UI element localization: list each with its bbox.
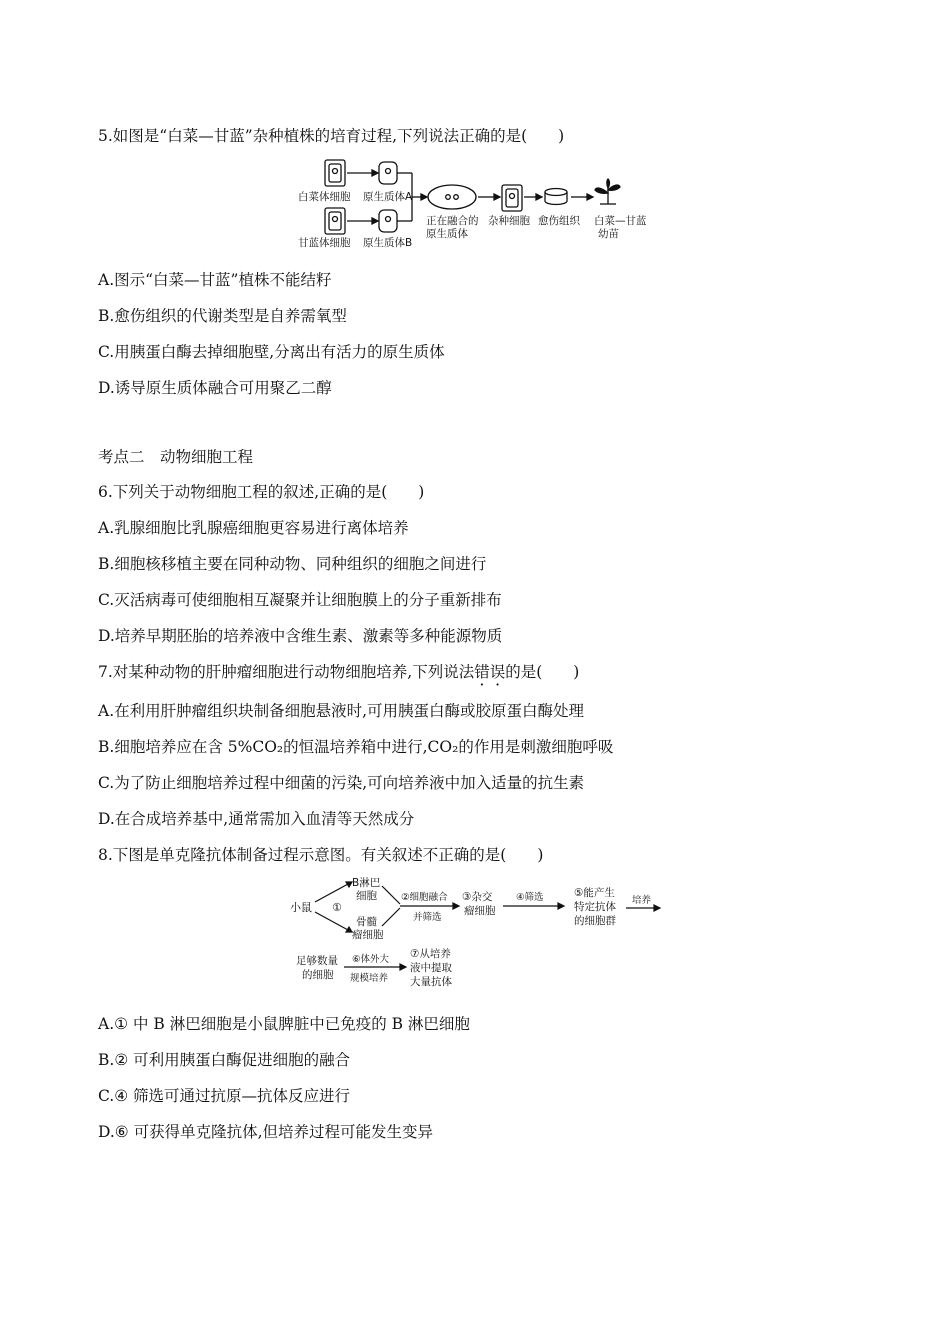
label-step5-2: 特定抗体 — [574, 901, 616, 913]
q6-stem: 6.下列关于动物细胞工程的叙述,正确的是( ) — [98, 483, 425, 501]
q5-option-a: A.图示“白菜—甘蓝”植株不能结籽 — [98, 271, 332, 289]
label-step5-3: 的细胞群 — [574, 915, 616, 927]
label-step3-1: ③杂交 — [462, 891, 493, 903]
label-kale-cell: 甘蓝体细胞 — [298, 237, 351, 248]
label-myeloma-1: 骨髓 — [356, 916, 377, 928]
label-enough-2: 的细胞 — [302, 969, 334, 981]
q7-stem-emphasis-1: 错 — [474, 663, 490, 681]
label-b-cell-2: 细胞 — [356, 890, 377, 902]
label-step7-3: 大量抗体 — [410, 976, 452, 988]
label-fusing-1: 正在融合的 — [426, 215, 479, 227]
label-step2-2: 并筛选 — [413, 912, 442, 923]
label-protoplast-a: 原生质体A — [363, 191, 413, 203]
q7-stem — [98, 662, 579, 682]
label-step4: ④筛选 — [516, 892, 544, 903]
q8-stem: 8.下图是单克隆抗体制备过程示意图。有关叙述不正确的是( ) — [98, 846, 544, 864]
section-heading: 考点二 动物细胞工程 — [98, 448, 254, 466]
q8-option-c: C.④ 筛选可通过抗原—抗体反应进行 — [98, 1087, 351, 1105]
label-step3-2: 瘤细胞 — [464, 905, 496, 917]
q7-option-c: C.为了防止细胞培养过程中细菌的污染,可向培养液中加入适量的抗生素 — [98, 774, 585, 792]
q5-stem: 5.如图是“白菜—甘蓝”杂种植株的培育过程,下列说法正确的是( ) — [98, 127, 565, 145]
q6-option-a: A.乳腺细胞比乳腺癌细胞更容易进行离体培养 — [98, 519, 409, 537]
q8-option-a: A.① 中 B 淋巴细胞是小鼠脾脏中已免疫的 B 淋巴细胞 — [98, 1015, 470, 1033]
q6-option-b: B.细胞核移植主要在同种动物、同种组织的细胞之间进行 — [98, 555, 487, 573]
q7-stem-emphasis-2: 误 — [489, 663, 506, 681]
q7-stem-pre: 7.对某种动物的肝肿瘤细胞进行动物细胞培养,下列说法 — [98, 663, 475, 681]
q5-option-b: B.愈伤组织的代谢类型是自养需氧型 — [98, 307, 347, 325]
label-hybrid-cell: 杂种细胞 — [488, 215, 530, 227]
label-seedling-2: 幼苗 — [598, 228, 619, 240]
label-b-cell-1: B淋巴 — [352, 877, 381, 889]
label-mouse: 小鼠 — [290, 901, 312, 914]
label-culture: 培养 — [632, 895, 652, 906]
q5-option-d: D.诱导原生质体融合可用聚乙二醇 — [98, 379, 332, 397]
q7-option-a: A.在利用肝肿瘤组织块制备细胞悬液时,可用胰蛋白酶或胶原蛋白酶处理 — [98, 702, 585, 720]
label-enough-1: 足够数量 — [296, 955, 338, 967]
seedling-icon — [595, 179, 620, 204]
hybrid-plant-diagram — [290, 156, 670, 248]
label-protoplast-b: 原生质体B — [363, 237, 413, 248]
q7-stem-post: 的是( ) — [505, 663, 580, 681]
label-myeloma-2: 瘤细胞 — [352, 929, 384, 941]
label-step6-2: 规模培养 — [350, 973, 389, 984]
label-seedling-1: 白菜—甘蓝 — [594, 215, 647, 227]
label-cabbage-cell: 白菜体细胞 — [298, 191, 351, 203]
q6-option-d: D.培养早期胚胎的培养液中含维生素、激素等多种能源物质 — [98, 627, 503, 645]
q5-option-c: C.用胰蛋白酶去掉细胞壁,分离出有活力的原生质体 — [98, 343, 445, 361]
q7-option-d: D.在合成培养基中,通常需加入血清等天然成分 — [98, 810, 415, 828]
label-step6-1: ⑥体外大 — [352, 954, 390, 965]
q7-option-b: B.细胞培养应在含 5%CO₂的恒温培养箱中进行,CO₂的作用是刺激细胞呼吸 — [98, 738, 614, 756]
label-step7-1: ⑦从培养 — [410, 948, 451, 960]
label-step7-2: 液中提取 — [410, 962, 452, 974]
monoclonal-antibody-diagram — [288, 874, 668, 996]
label-fusing-2: 原生质体 — [426, 228, 468, 240]
callus-shape — [545, 189, 567, 196]
fusing-protoplast-shape — [428, 185, 476, 209]
q8-option-d: D.⑥ 可获得单克隆抗体,但培养过程可能发生变异 — [98, 1123, 434, 1141]
label-callus: 愈伤组织 — [538, 215, 580, 227]
label-step5-1: ⑤能产生 — [574, 887, 615, 899]
q8-option-b: B.② 可利用胰蛋白酶促进细胞的融合 — [98, 1051, 351, 1069]
label-step1: ① — [332, 901, 342, 914]
label-step2-1: ②细胞融合 — [401, 892, 448, 903]
q6-option-c: C.灭活病毒可使细胞相互凝聚并让细胞膜上的分子重新排布 — [98, 591, 502, 609]
